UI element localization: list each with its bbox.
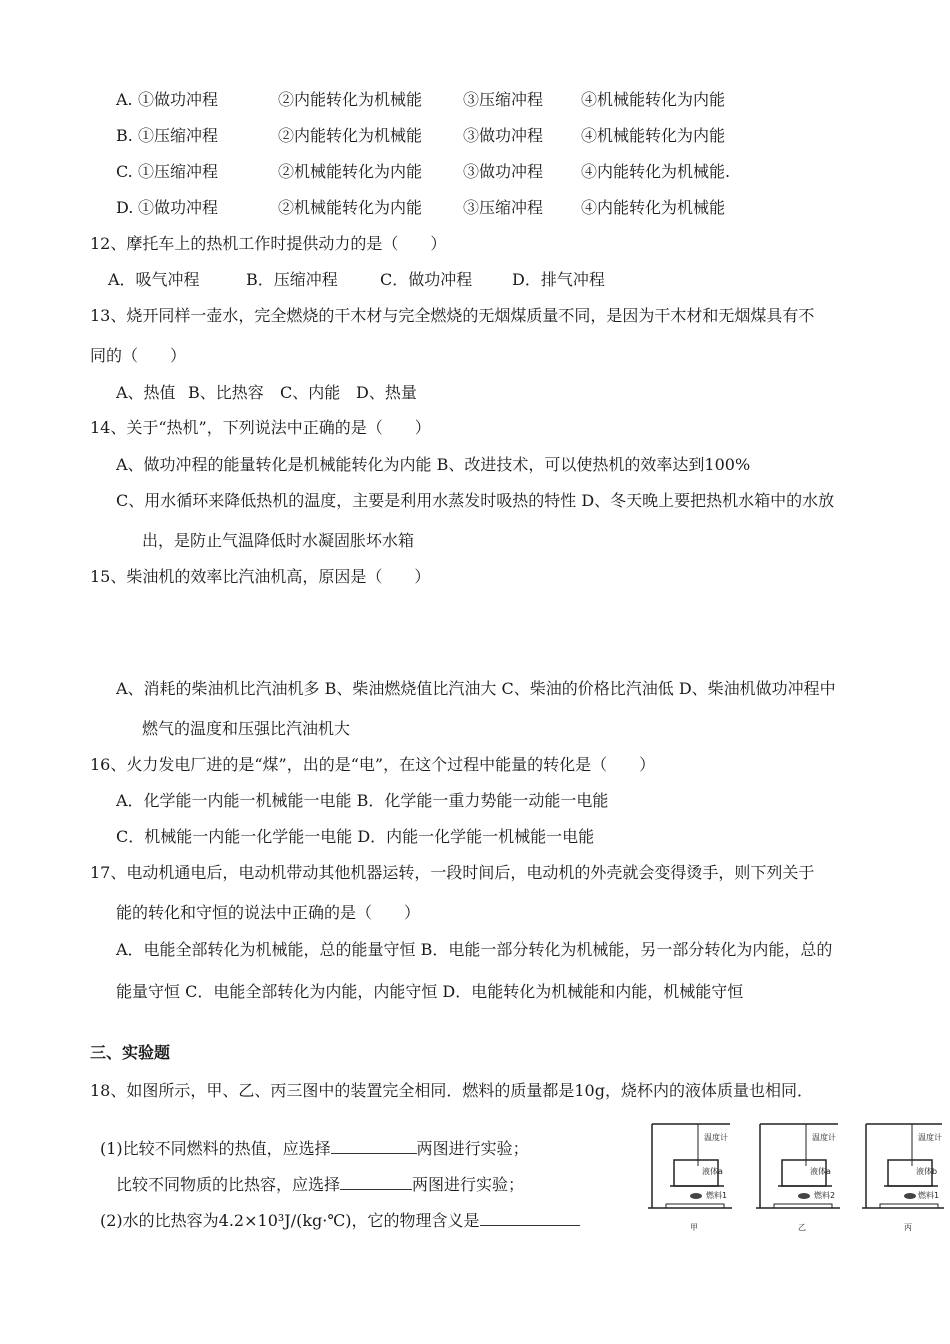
q14-option-line-3: 出，是防止气温降低时水凝固胀坏水箱 [142,531,415,550]
q16-option-line-1: A．化学能一内能一机械能一电能 B．化学能一重力势能一动能一电能 [116,791,609,810]
q18-part-1-line-2 [116,1175,524,1195]
option-part: ①压缩冲程 [138,162,219,181]
q18-text: (1)比较不同燃料的热值，应选择 [100,1139,331,1158]
q14-option-line-1: A、做功冲程的能量转化是机械能转化为内能 B、改进技术，可以使热机的效率达到100% [116,455,751,474]
q18-stem: 18、如图所示，甲、乙、丙三图中的装置完全相同．燃料的质量都是10g，烧杯内的液体质量也相同． [90,1081,813,1100]
fuel-label-1: 燃料1 [706,1191,728,1200]
option-part: ④机械能转化为内能 [581,126,726,145]
fuel-label-2: 燃料2 [814,1191,836,1200]
option-b: B．压缩冲程 [246,270,338,289]
answer-blank-meaning[interactable] [480,1211,580,1226]
option-d: D．排气冲程 [512,270,605,289]
thermometer-label-2: 温度计 [812,1133,836,1142]
q11-option-c [116,162,730,182]
option-label: C. [116,162,133,181]
q12-stem: 12、摩托车上的热机工作时提供动力的是（ ） [90,234,447,253]
option-part: ②机械能转化为内能 [278,198,423,217]
option-a: A、热值 [116,383,176,402]
option-c: C、内能 [280,383,341,402]
q11-option-d [116,198,725,218]
q13-stem-line-1: 13、烧开同样一壶水，完全燃烧的干木材与完全燃烧的无烟煤质量不同，是因为干木材和无烟煤具有不 [90,306,815,325]
section-title: 三、实验题 [90,1043,171,1062]
q17-stem-line-2: 能的转化和守恒的说法中正确的是（ ） [116,903,421,922]
option-part: ③压缩冲程 [463,198,544,217]
option-a: A．吸气冲程 [108,270,200,289]
apparatus-diagram [628,1118,946,1238]
q12-options [108,270,605,290]
caption-1: 甲 [690,1223,698,1232]
option-part: ②机械能转化为内能 [278,162,423,181]
option-label: D. [116,198,134,217]
liquid-label-3: 液体b [916,1167,938,1176]
caption-2: 乙 [798,1223,806,1232]
q16-stem: 16、火力发电厂进的是“煤”，出的是“电”，在这个过程中能量的转化是（ ） [90,755,656,774]
q11-option-a [116,90,725,110]
option-c: C．做功冲程 [380,270,473,289]
q13-stem-line-2: 同的（ ） [90,346,187,365]
option-part: ③压缩冲程 [463,90,544,109]
q16-option-line-2: C．机械能一内能一化学能一电能 D．内能一化学能一机械能一电能 [116,827,595,846]
q18-part-2 [100,1211,580,1231]
q18-text: 两图进行实验； [412,1175,525,1194]
liquid-label-1: 液体a [702,1167,723,1176]
option-part: ④内能转化为机械能 [581,198,726,217]
caption-3: 丙 [904,1223,912,1232]
option-d: D、热量 [356,383,417,402]
liquid-label-2: 液体a [810,1167,831,1176]
answer-blank-specific-heat[interactable] [340,1175,412,1190]
fuel-label-3: 燃料1 [918,1191,940,1200]
option-part: ③做功冲程 [463,126,544,145]
thermometer-label-3: 温度计 [918,1133,942,1142]
q17-option-line-1: A．电能全部转化为机械能，总的能量守恒 B．电能一部分转化为机械能，另一部分转化为内能，总的 [116,940,833,959]
option-part: ①压缩冲程 [138,126,219,145]
q17-stem-line-1: 17、电动机通电后，电动机带动其他机器运转，一段时间后，电动机的外壳就会变得烫手，则下列关于 [90,863,815,882]
q18-part-1-line-1 [100,1139,529,1159]
experiment-figure [628,1118,946,1238]
answer-blank-fuel[interactable] [331,1139,417,1154]
q15-option-line-1: A、消耗的柴油机比汽油机多 B、柴油燃烧值比汽油大 C、柴油的价格比汽油低 D、柴油机做功冲程中 [116,679,836,698]
q15-option-line-2: 燃气的温度和压强比汽油机大 [142,719,351,738]
thermometer-label-1: 温度计 [704,1133,728,1142]
q14-option-line-2: C、用水循环来降低热机的温度，主要是利用水蒸发时吸热的特性 D、冬天晚上要把热机水箱中的水放 [116,491,835,510]
q18-text: 比较不同物质的比热容，应选择 [116,1175,341,1194]
q11-option-b [116,126,725,146]
option-label: B. [116,126,133,145]
q15-stem: 15、柴油机的效率比汽油机高，原因是（ ） [90,567,431,586]
q14-stem: 14、关于“热机”，下列说法中正确的是（ ） [90,418,431,437]
option-part: ②内能转化为机械能 [278,90,423,109]
q13-options [116,383,417,403]
option-part: ②内能转化为机械能 [278,126,423,145]
option-part: ③做功冲程 [463,162,544,181]
q18-text: 两图进行实验； [416,1139,529,1158]
option-part: ①做功冲程 [138,90,219,109]
q17-option-line-2: 能量守恒 C．电能全部转化为内能，内能守恒 D．电能转化为机械能和内能，机械能守恒 [116,982,744,1001]
option-part: ①做功冲程 [138,198,219,217]
option-part: ④内能转化为机械能. [581,162,731,181]
option-part: ④机械能转化为内能 [581,90,726,109]
q18-text: (2)水的比热容为4.2×10³J/(kg·℃)，它的物理含义是 [100,1211,480,1230]
option-label: A. [116,90,133,109]
option-b: B、比热容 [188,383,264,402]
